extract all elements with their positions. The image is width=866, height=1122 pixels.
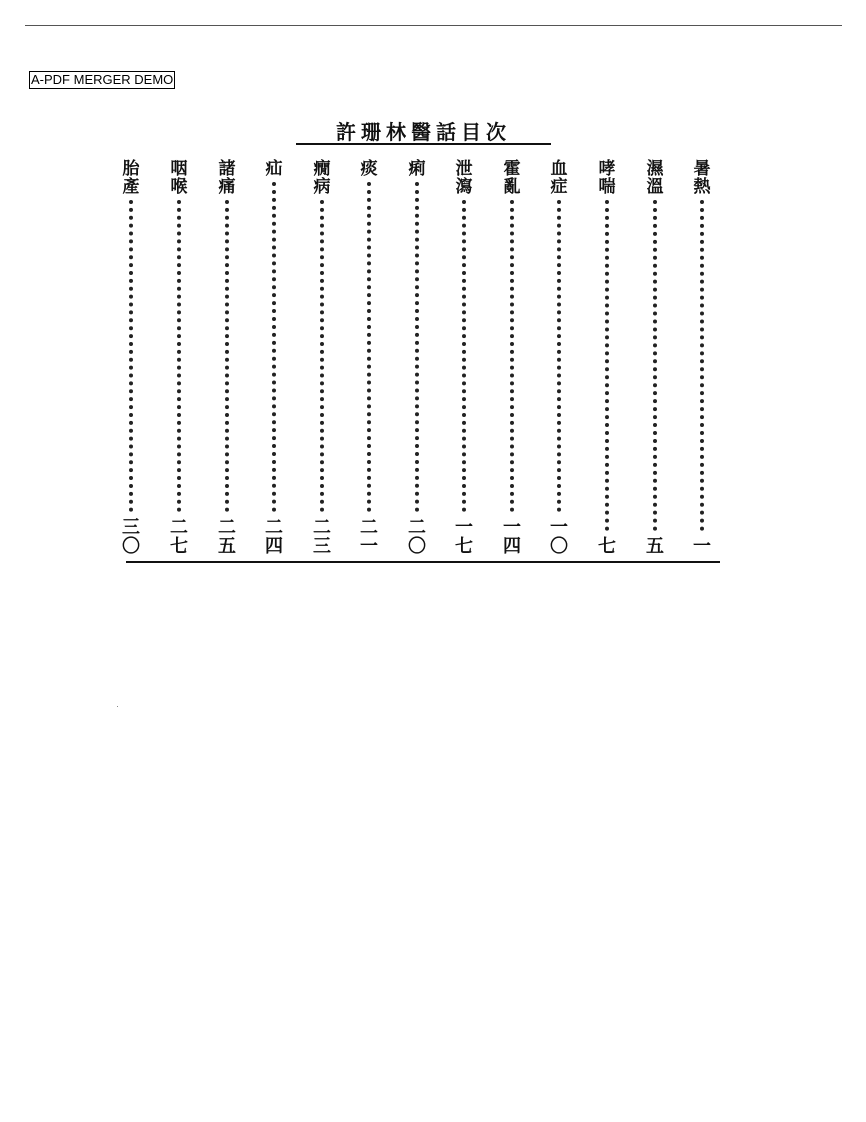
toc-entry-label: 血 症 <box>550 159 568 197</box>
toc-entry-page: 二 一 <box>360 517 378 557</box>
toc-entry <box>210 160 244 556</box>
watermark-label: A-PDF MERGER DEMO <box>31 72 174 87</box>
toc-entry-label: 諸 痛 <box>218 159 236 197</box>
leader-dots <box>605 200 609 531</box>
leader-dots <box>129 200 133 512</box>
toc-entry <box>685 160 719 556</box>
toc-entry-page: 二 〇 <box>408 517 426 557</box>
footer-rule <box>126 561 720 563</box>
toc-entry <box>305 160 339 556</box>
toc-entry-label: 濕 溫 <box>646 159 664 197</box>
leader-dots <box>367 182 371 512</box>
toc-entry-page: 二 七 <box>170 517 188 557</box>
toc-entry-page: 一 <box>693 536 711 557</box>
toc-entry-label: 暑 熱 <box>693 159 711 197</box>
toc-entry <box>162 160 196 556</box>
toc-entry-page: 一 四 <box>503 517 521 557</box>
leader-dots <box>462 200 466 512</box>
page-title: 許珊林醫話目次 <box>336 120 511 144</box>
leader-dots <box>510 200 514 512</box>
toc-entry <box>114 160 148 556</box>
leader-dots <box>557 200 561 512</box>
toc-entry-page: 一 七 <box>455 517 473 557</box>
toc-entry-label: 胎 產 <box>122 159 140 197</box>
toc-entry <box>447 160 481 556</box>
leader-dots <box>653 200 657 531</box>
leader-dots <box>700 200 704 531</box>
toc-entry-page: 五 <box>646 536 664 557</box>
toc-entry-label: 癇 病 <box>313 159 331 197</box>
toc-entry-page: 七 <box>598 536 616 557</box>
toc-entry-label: 咽 喉 <box>170 159 188 197</box>
toc-entry <box>352 160 386 556</box>
toc-entry <box>542 160 576 556</box>
leader-dots <box>177 200 181 512</box>
toc-entry-label: 疝 <box>265 159 283 179</box>
header-rule <box>25 25 842 26</box>
toc-entry-page: 一 〇 <box>550 517 568 557</box>
leader-dots <box>320 200 324 512</box>
toc-entry <box>638 160 672 556</box>
toc-entry-label: 痰 <box>360 159 378 179</box>
toc-entry-label: 泄 瀉 <box>455 159 473 197</box>
toc-entry <box>590 160 624 556</box>
toc-entry-page: 二 三 <box>313 517 331 557</box>
toc-entry-page: 三 〇 <box>122 517 140 557</box>
table-of-contents <box>122 159 720 557</box>
toc-entry-label: 霍 亂 <box>503 159 521 197</box>
toc-entry <box>495 160 529 556</box>
toc-entry-page: 二 四 <box>265 517 283 557</box>
title-underline <box>296 143 551 145</box>
toc-entry-label: 哮 喘 <box>598 159 616 197</box>
toc-entry <box>400 160 434 556</box>
leader-dots <box>415 182 419 512</box>
toc-entry <box>257 160 291 556</box>
toc-entry-page: 二 五 <box>218 517 236 557</box>
leader-dots <box>272 182 276 512</box>
scan-speck <box>117 706 118 707</box>
leader-dots <box>225 200 229 512</box>
toc-entry-label: 痢 <box>408 159 426 179</box>
